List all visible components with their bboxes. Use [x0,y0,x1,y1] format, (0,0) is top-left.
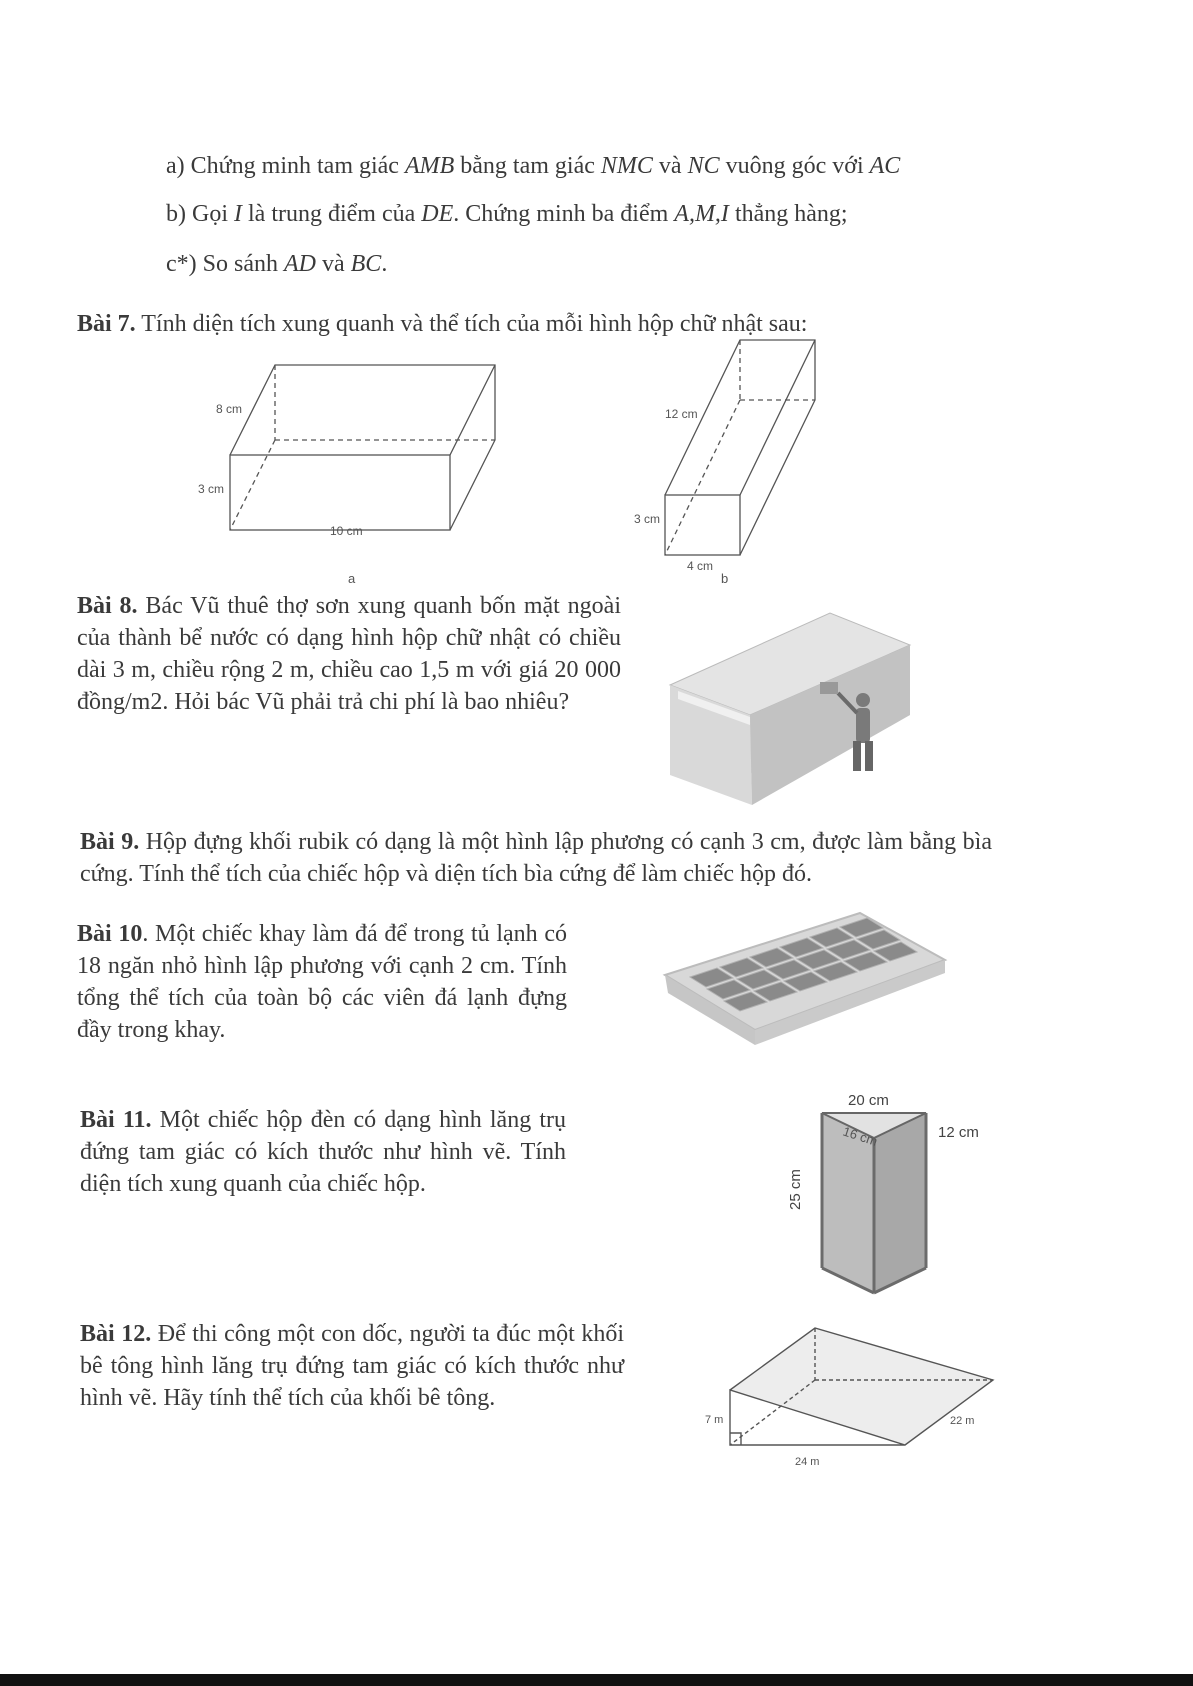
bai7-figure-b [630,330,830,590]
bai12-slope-prism-figure [695,1320,995,1475]
bai7-figure-a [190,355,510,585]
bai10-paragraph: Bài 10. Một chiếc khay làm đá để trong tủ lạnh có 18 ngăn nhỏ hình lập phương với cạnh 2 cm. Tính tổng thể tích của toàn bộ các viên đá lạnh đựng đầy trong khay. [77,921,567,1043]
bai8-paragraph: Bài 8. Bác Vũ thuê thợ sơn xung quanh bốn mặt ngoài của thành bể nước có dạng hình hộp chữ nhật có chiều dài 3 m, chiều rộng 2 m, chiều cao 1,5 m với giá 20 000 đồng/m2. Hỏi bác Vũ phải trả chi phí là bao nhiêu? [77,593,621,715]
fig-b-caption: b [721,571,729,586]
slope-base-label: 24 m [795,1456,820,1468]
fig-a-height-label: 3 cm [198,482,225,496]
lamp-top-label: 20 cm [848,1092,889,1109]
bai11-paragraph: Bài 11. Một chiếc hộp đèn có dạng hình lăng trụ đứng tam giác có kích thước như hình vẽ. Tính diện tích xung quanh của chiếc hộp. [80,1107,566,1197]
slope-height-label: 7 m [705,1414,724,1426]
bai12-paragraph: Bài 12. Để thi công một con dốc, người ta đúc một khối bê tông hình lăng trụ đứng tam giác có kích thước như hình vẽ. Hãy tính thể tích của khối bê tông. [80,1321,624,1411]
lamp-inner-label: 16 cm [841,1123,880,1149]
lamp-height-label: 25 cm [787,1169,804,1210]
bai7-heading: Bài 7. Tính diện tích xung quanh và thể tích của mỗi hình hộp chữ nhật sau: [77,311,808,337]
scan-bottom-edge [0,1674,1193,1686]
fig-a-length-label: 10 cm [330,524,363,538]
exercise-6-part-c: c*) So sánh AD và BC. [166,251,388,277]
fig-a-depth-label: 8 cm [216,402,243,416]
fig-a-caption: a [348,571,356,585]
fig-b-height-label: 3 cm [634,512,661,526]
slope-length-label: 22 m [950,1415,975,1427]
bai9-paragraph: Bài 9. Hộp đựng khối rubik có dạng là một hình lập phương có cạnh 3 cm, được làm bằng bìa cứng. Tính thể tích của chiếc hộp và diện tích bìa cứng để làm chiếc hộp đó. [80,829,992,887]
lamp-right-label: 12 cm [938,1124,979,1141]
fig-b-depth-label: 12 cm [665,407,698,421]
bai10-ice-tray-image [660,905,950,1075]
exercise-6-part-a: a) Chứng minh tam giác AMB bằng tam giác NMC và NC vuông góc với AC [166,153,901,179]
fig-b-width-label: 4 cm [687,559,714,573]
exercise-6-part-b: b) Gọi I là trung điểm của DE. Chứng minh ba điểm A,M,I thẳng hàng; [166,201,848,227]
bai11-lamp-box-figure [780,1088,1000,1303]
bai8-water-tank-image [660,605,920,815]
